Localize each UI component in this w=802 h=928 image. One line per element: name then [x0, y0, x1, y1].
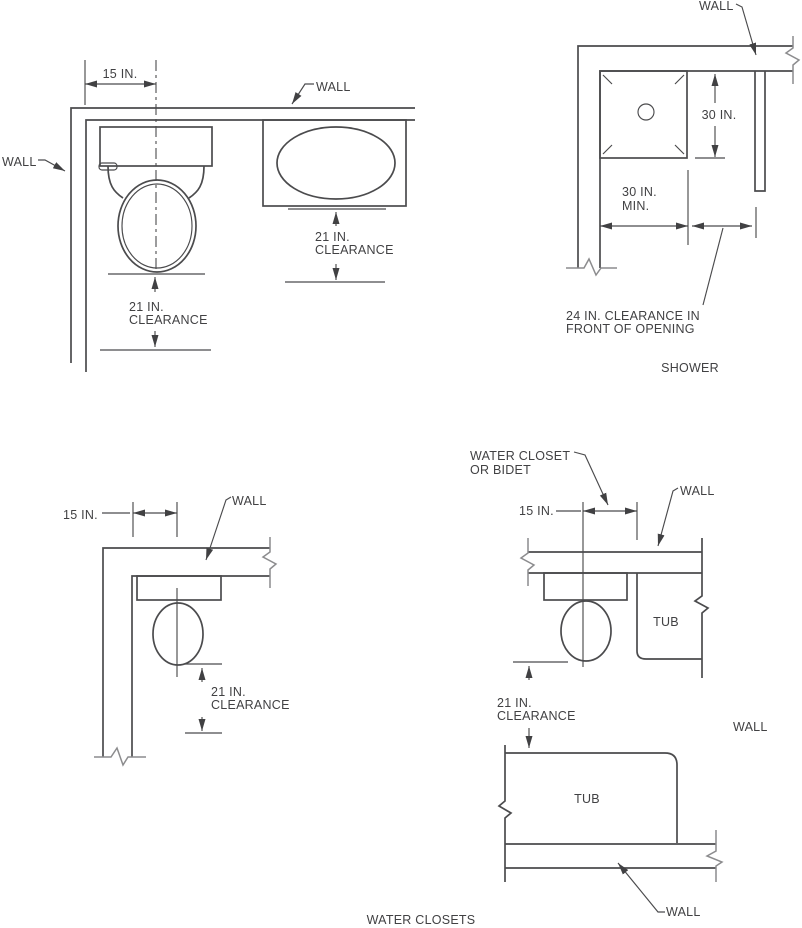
wall-label: WALL — [699, 0, 734, 13]
wall-leader — [206, 497, 231, 560]
wc-tank — [544, 573, 627, 600]
dim-30min-label-1: 30 IN. — [622, 185, 657, 199]
tub-upper-label: TUB — [653, 615, 679, 629]
wc-side-right — [189, 166, 204, 198]
tub-lower-left-edge — [499, 745, 511, 882]
wc-bowl-outer — [118, 180, 196, 272]
lavatory-counter — [263, 120, 406, 206]
front-clearance-label-2: FRONT OF OPENING — [566, 322, 695, 336]
wall-outer-line — [578, 46, 793, 268]
shower-corner-ticks — [603, 75, 684, 154]
fixture-leader — [574, 452, 608, 505]
dim-30in-label: 30 IN. — [701, 108, 737, 122]
wall-bottom-label: WALL — [666, 905, 701, 919]
wc-clearance-label-1: 21 IN. — [129, 300, 164, 314]
dim-30min-label-2: MIN. — [622, 199, 650, 213]
extension-lines — [583, 502, 637, 540]
wall-break-bottom — [94, 748, 146, 765]
front-clearance-label-1: 24 IN. CLEARANCE IN — [566, 309, 700, 323]
clearance-label-2: CLEARANCE — [211, 698, 290, 712]
wall-break-right — [786, 36, 799, 84]
lavatory-basin — [277, 127, 395, 199]
wall-break-left — [521, 538, 534, 586]
wc-side-left — [108, 166, 123, 198]
wall-break-right — [263, 537, 276, 588]
diagram-shower — [566, 0, 799, 375]
shower-caption: SHOWER — [661, 361, 719, 375]
wall-right-line — [695, 538, 708, 678]
wall-top-leader — [292, 84, 314, 104]
dim-15in-label: 15 IN. — [102, 67, 138, 81]
wall-top-leader — [658, 488, 678, 546]
extension-lines — [133, 502, 177, 537]
clearance-label-1: 21 IN. — [497, 696, 532, 710]
wall-left-label: WALL — [2, 155, 37, 169]
lav-clearance-label-2: CLEARANCE — [315, 243, 394, 257]
clearance-label-1: 21 IN. — [211, 685, 246, 699]
wall-label: WALL — [232, 494, 267, 508]
wall-break-right — [707, 830, 722, 882]
wall-bottom-leader — [618, 863, 665, 912]
tub-lower-label: TUB — [574, 792, 600, 806]
wall-left-leader — [38, 160, 65, 171]
wall-top-label: WALL — [316, 80, 351, 94]
clearance-leader — [703, 228, 723, 305]
water-closets-caption: WATER CLOSETS — [366, 913, 476, 927]
shower-drain — [638, 104, 654, 120]
wall-bottom-lines — [505, 844, 716, 868]
diagram-corner-wc — [63, 494, 290, 765]
wc-bowl-inner — [122, 184, 192, 268]
wc-bowl — [153, 603, 203, 665]
shower-partition-wall — [755, 71, 765, 191]
wc-bowl — [561, 601, 611, 661]
wall-leader — [736, 4, 756, 55]
fixture-label-1: WATER CLOSET — [470, 449, 571, 463]
fixture-label-2: OR BIDET — [470, 463, 532, 477]
wall-inner-line — [132, 576, 270, 757]
wall-right-label: WALL — [733, 720, 768, 734]
diagram-corner-wc-lavatory — [2, 60, 415, 372]
clearance-label-2: CLEARANCE — [497, 709, 576, 723]
dim-15in-label: 15 IN. — [519, 504, 554, 518]
lav-clearance-label-1: 21 IN. — [315, 230, 350, 244]
diagram-wc-bidet-tub — [470, 449, 768, 919]
wall-break-bottom — [566, 259, 617, 275]
dim-15in-label: 15 IN. — [63, 508, 98, 522]
wall-top-label: WALL — [680, 484, 715, 498]
wall-top-lines — [528, 552, 702, 573]
shower-receptor — [600, 71, 687, 158]
wc-tank — [137, 576, 221, 600]
wc-clearance-label-2: CLEARANCE — [129, 313, 208, 327]
wall-inner-line — [600, 71, 793, 268]
wall-outer-line — [103, 548, 270, 757]
